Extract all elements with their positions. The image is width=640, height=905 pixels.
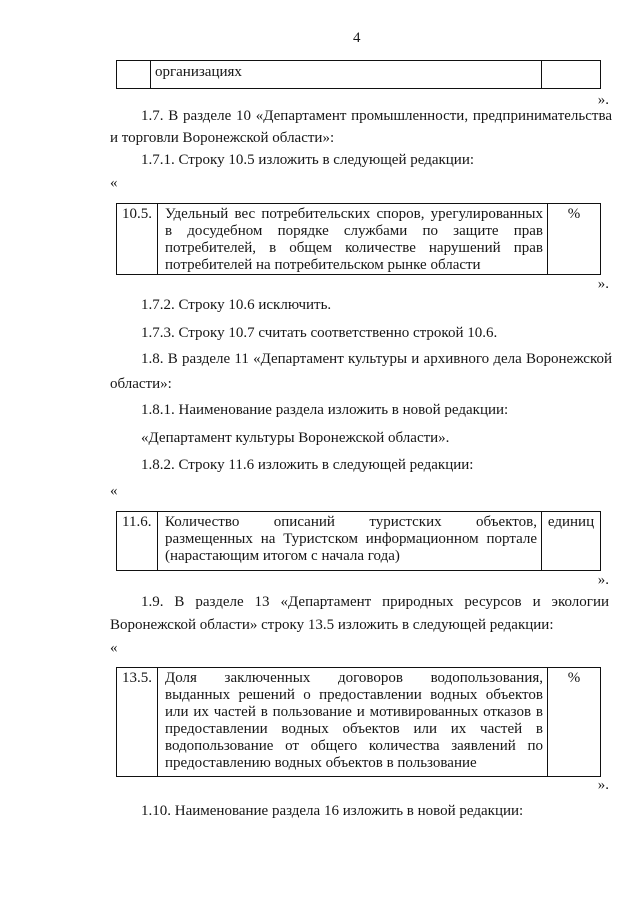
open-quote: « [110, 640, 118, 656]
section-1-7-heading: 1.7. В разделе 10 «Департамент промышленности, предпринимательства [141, 108, 612, 124]
row-name-line: организациях [155, 64, 242, 80]
section-1-8-heading-cont: области»: [110, 376, 172, 392]
row-number: 11.6. [122, 514, 152, 530]
table-row [117, 204, 601, 275]
table-row-10-5 [116, 203, 601, 275]
row-name-line: или их частей в пользование и мотивированных отказов в [165, 704, 543, 720]
table-row [117, 668, 601, 777]
item-1-8-2: 1.8.2. Строку 11.6 изложить в следующей редакции: [141, 457, 474, 473]
row-number-cell [117, 61, 151, 89]
row-unit-cell [542, 512, 601, 571]
table-row [117, 512, 601, 571]
section-1-9-heading-cont: Воронежской области» строку 13.5 изложить в следующей редакции: [110, 617, 554, 633]
item-1-7-1: 1.7.1. Строку 10.5 изложить в следующей редакции: [141, 152, 475, 168]
row-number-cell [117, 668, 158, 777]
section-1-9-heading: 1.9. В разделе 13 «Департамент природных ресурсов и экологии [141, 594, 609, 610]
open-quote: « [110, 483, 118, 499]
table-row-13-5 [116, 667, 601, 777]
item-1-7-3: 1.7.3. Строку 10.7 считать соответственно строкой 10.6. [141, 325, 498, 341]
table-row [117, 61, 601, 89]
row-number-cell [117, 512, 158, 571]
row-name-line: водопользование от общего количества заявлений по [165, 738, 543, 754]
section-1-10-heading: 1.10. Наименование раздела 16 изложить в новой редакции: [141, 803, 524, 819]
open-quote: « [110, 175, 118, 191]
close-quote: ». [597, 777, 609, 793]
close-quote: ». [597, 572, 609, 588]
table-row-11-6 [116, 511, 601, 571]
row-unit: % [567, 206, 581, 222]
row-unit-cell [548, 204, 601, 275]
row-name-line: Количество описаний туристских объектов, [165, 514, 537, 530]
row-unit: единиц [547, 514, 595, 530]
page-number: 4 [353, 30, 361, 46]
row-name-line: потребителей, в общем количестве нарушений прав [165, 240, 543, 256]
row-number: 10.5. [122, 206, 152, 222]
row-name-line: потребителей на потребительском рынке области [165, 257, 481, 273]
row-unit: % [567, 670, 581, 686]
row-unit-cell [548, 668, 601, 777]
section-1-8-heading: 1.8. В разделе 11 «Департамент культуры и архивного дела Воронежской [141, 351, 612, 367]
row-number: 13.5. [122, 670, 152, 686]
item-1-7-2: 1.7.2. Строку 10.6 исключить. [141, 297, 332, 313]
row-name-line: Доля заключенных договоров водопользования, [165, 670, 543, 686]
row-number-cell [117, 204, 158, 275]
row-name-line: в досудебном порядке службами по защите прав [165, 223, 543, 239]
row-name-line: (нарастающим итогом с начала года) [165, 548, 400, 564]
previous-table-fragment [116, 60, 601, 89]
row-name-line: предоставлении водных объектов или их частей в [165, 721, 543, 737]
row-unit-cell [542, 61, 601, 89]
item-1-8-1: 1.8.1. Наименование раздела изложить в новой редакции: [141, 402, 509, 418]
row-name-cell [158, 668, 548, 777]
row-name-line: размещенных на Туристском информационном портале [165, 531, 537, 547]
section-1-7-heading-cont: и торговли Воронежской области»: [110, 130, 335, 146]
row-name-line: предоставлению водных объектов в пользование [165, 755, 477, 771]
row-name-cell [151, 61, 542, 89]
close-quote: ». [597, 92, 609, 108]
row-name-line: Удельный вес потребительских споров, урегулированных [165, 206, 543, 222]
new-section-name: «Департамент культуры Воронежской области». [141, 430, 450, 446]
close-quote: ». [597, 276, 609, 292]
row-name-cell [158, 204, 548, 275]
row-name-line: выданных решений о предоставлении водных объектов [165, 687, 543, 703]
row-name-cell [158, 512, 542, 571]
